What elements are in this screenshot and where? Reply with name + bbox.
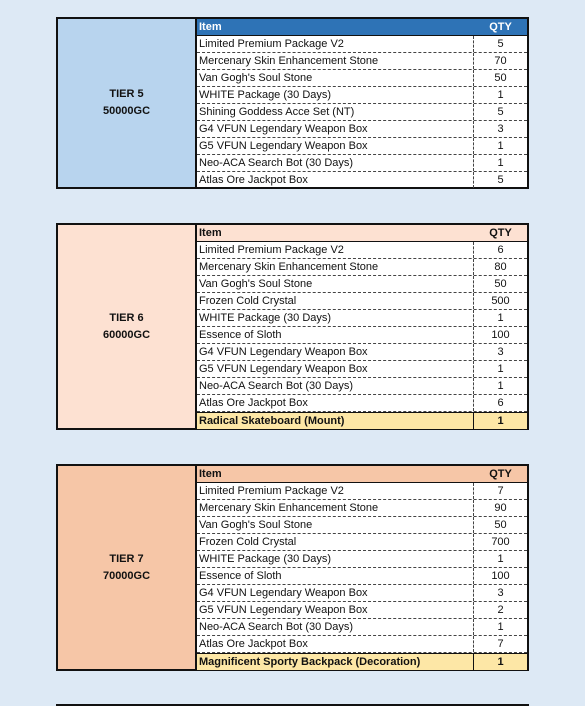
table-header (197, 19, 527, 36)
table-row (197, 483, 527, 500)
table-row (197, 568, 527, 585)
item-qty: 1 (497, 157, 504, 169)
item-qty: 1 (497, 312, 504, 324)
item-qty: 5 (497, 174, 504, 186)
table-row (197, 172, 527, 188)
tier-name: TIER 6 (109, 311, 144, 324)
item-name: Neo-ACA Search Bot (30 Days) (197, 378, 474, 394)
table-row (197, 327, 527, 344)
item-qty: 5 (497, 38, 504, 50)
table-row (197, 534, 527, 551)
item-list (197, 19, 527, 187)
table-row (197, 585, 527, 602)
table-row (197, 619, 527, 636)
item-qty: 3 (497, 346, 504, 358)
tier-7-table (56, 464, 529, 671)
table-header (197, 466, 527, 483)
item-name: Frozen Cold Crystal (197, 534, 474, 550)
table-row (197, 155, 527, 172)
item-qty: 100 (491, 570, 510, 582)
item-name: Mercenary Skin Enhancement Stone (197, 500, 474, 516)
item-name: Limited Premium Package V2 (197, 36, 474, 52)
item-name: G4 VFUN Legendary Weapon Box (197, 121, 474, 137)
tier-price: 50000GC (102, 105, 151, 117)
item-name: Essence of Sloth (197, 568, 474, 584)
tier-label-cell (58, 19, 197, 187)
item-qty: 7 (497, 485, 504, 497)
qty-column-header: QTY (489, 468, 512, 480)
special-reward-qty: 1 (497, 415, 504, 427)
table-row (197, 551, 527, 568)
item-qty: 50 (494, 72, 507, 84)
item-name: Limited Premium Package V2 (197, 242, 474, 258)
tier-label-cell (58, 225, 197, 428)
table-row (197, 259, 527, 276)
item-qty: 50 (494, 278, 507, 290)
special-reward-row (197, 412, 527, 429)
tier-name: TIER 5 (109, 88, 144, 100)
item-column-header: Item (199, 468, 222, 480)
special-reward-row (197, 653, 527, 670)
item-qty: 50 (494, 519, 507, 531)
tier-6-table (56, 223, 529, 430)
item-name: Atlas Ore Jackpot Box (197, 172, 474, 188)
qty-column-header: QTY (489, 21, 512, 33)
item-qty: 5 (497, 106, 504, 118)
item-column-header: Item (199, 227, 222, 239)
item-qty: 100 (491, 329, 510, 341)
table-row (197, 242, 527, 259)
item-qty: 80 (494, 261, 507, 273)
table-row (197, 378, 527, 395)
table-row (197, 310, 527, 327)
item-column-header: Item (199, 21, 222, 33)
table-row (197, 276, 527, 293)
item-qty: 1 (497, 380, 504, 392)
item-qty: 700 (491, 536, 510, 548)
item-qty: 1 (497, 140, 504, 152)
table-row (197, 636, 527, 653)
item-name: Essence of Sloth (197, 327, 474, 343)
item-qty: 500 (491, 295, 510, 307)
table-row (197, 70, 527, 87)
tier-label-cell (58, 466, 197, 669)
item-name: G4 VFUN Legendary Weapon Box (197, 344, 474, 360)
table-header (197, 225, 527, 242)
item-name: Shining Goddess Acce Set (NT) (197, 104, 474, 120)
special-reward-name: Radical Skateboard (Mount) (197, 413, 474, 429)
item-qty: 1 (497, 621, 504, 633)
table-row (197, 361, 527, 378)
item-qty: 2 (497, 604, 504, 616)
item-name: Van Gogh's Soul Stone (197, 70, 474, 86)
item-qty: 3 (497, 587, 504, 599)
tier-5-table (56, 17, 529, 189)
item-list (197, 225, 527, 428)
item-list (197, 466, 527, 669)
item-name: Van Gogh's Soul Stone (197, 517, 474, 533)
item-name: Atlas Ore Jackpot Box (197, 636, 474, 652)
table-row (197, 293, 527, 310)
item-qty: 1 (497, 553, 504, 565)
item-name: Mercenary Skin Enhancement Stone (197, 53, 474, 69)
item-name: Neo-ACA Search Bot (30 Days) (197, 155, 474, 171)
table-row (197, 395, 527, 412)
item-name: G5 VFUN Legendary Weapon Box (197, 602, 474, 618)
table-row (197, 602, 527, 619)
table-row (197, 500, 527, 517)
tier-price: 70000GC (102, 569, 151, 582)
item-name: Atlas Ore Jackpot Box (197, 395, 474, 411)
item-name: Limited Premium Package V2 (197, 483, 474, 499)
item-qty: 1 (497, 363, 504, 375)
table-row (197, 344, 527, 361)
item-name: Mercenary Skin Enhancement Stone (197, 259, 474, 275)
table-row (197, 517, 527, 534)
qty-column-header: QTY (489, 227, 512, 239)
table-row (197, 53, 527, 70)
item-qty: 7 (497, 638, 504, 650)
item-qty: 6 (497, 244, 504, 256)
item-name: WHITE Package (30 Days) (197, 310, 474, 326)
item-name: Neo-ACA Search Bot (30 Days) (197, 619, 474, 635)
table-row (197, 138, 527, 155)
item-name: WHITE Package (30 Days) (197, 551, 474, 567)
item-qty: 1 (497, 89, 504, 101)
item-qty: 3 (497, 123, 504, 135)
item-qty: 6 (497, 397, 504, 409)
tier-price: 60000GC (102, 328, 151, 341)
item-name: G4 VFUN Legendary Weapon Box (197, 585, 474, 601)
item-name: WHITE Package (30 Days) (197, 87, 474, 103)
special-reward-name: Magnificent Sporty Backpack (Decoration) (197, 654, 474, 670)
table-row (197, 121, 527, 138)
tier-name: TIER 7 (109, 552, 144, 565)
item-name: G5 VFUN Legendary Weapon Box (197, 361, 474, 377)
item-name: Van Gogh's Soul Stone (197, 276, 474, 292)
table-row (197, 36, 527, 53)
item-qty: 70 (494, 55, 507, 67)
item-qty: 90 (494, 502, 507, 514)
table-row (197, 87, 527, 104)
item-name: G5 VFUN Legendary Weapon Box (197, 138, 474, 154)
table-row (197, 104, 527, 121)
special-reward-qty: 1 (497, 656, 504, 668)
item-name: Frozen Cold Crystal (197, 293, 474, 309)
